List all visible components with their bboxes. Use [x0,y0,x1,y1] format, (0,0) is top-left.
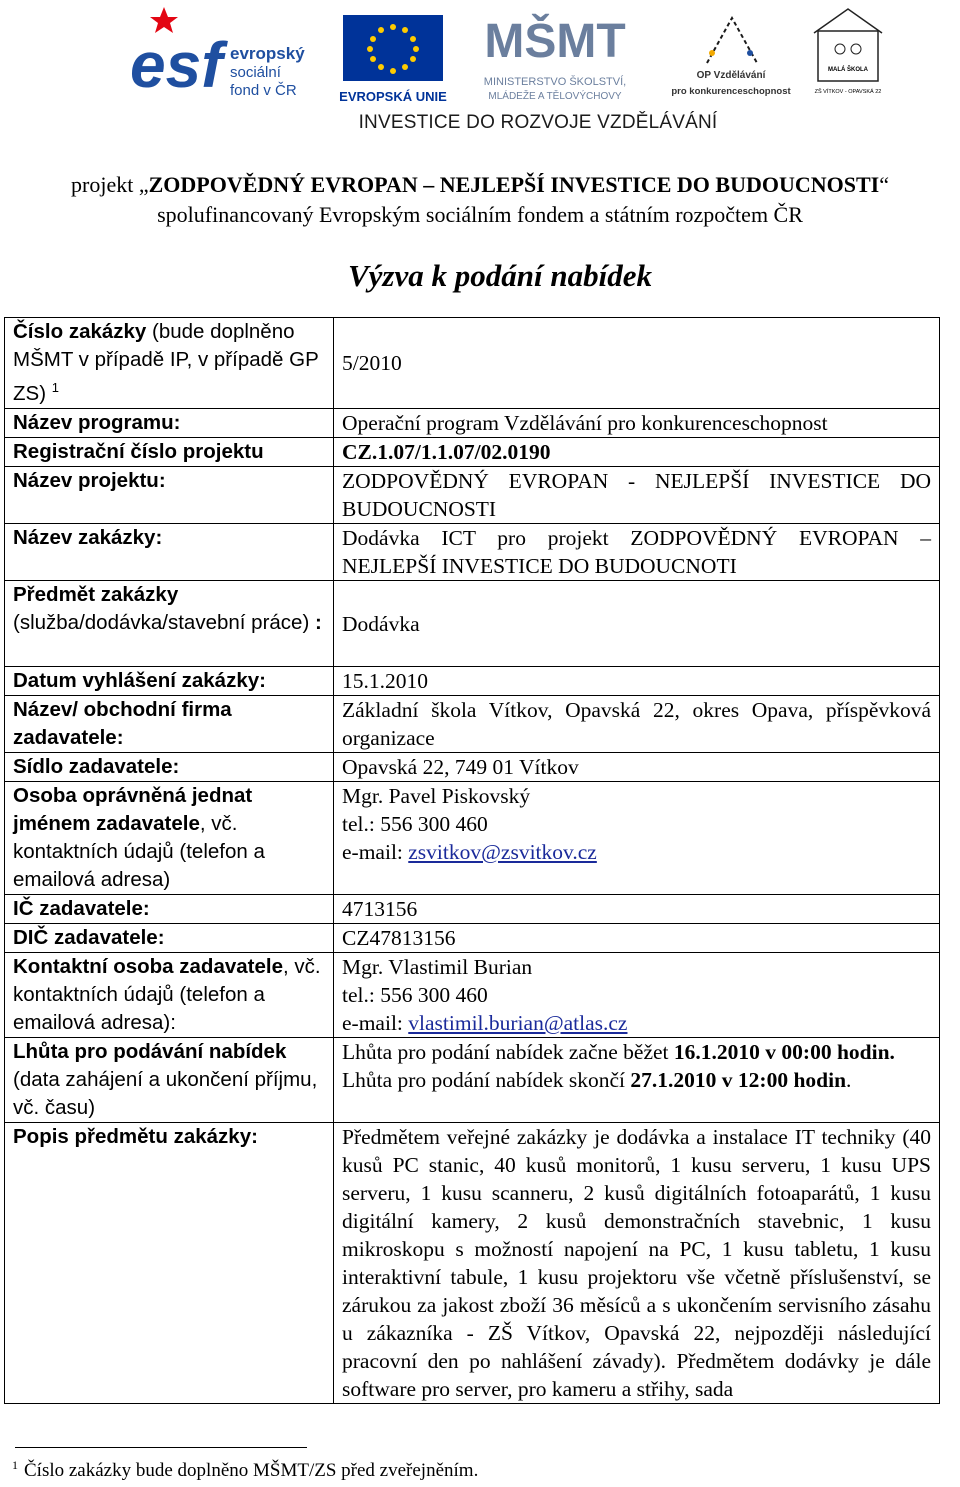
op-vk-logo [662,8,800,103]
row-dic: DIČ zadavatele: CZ47813156 [5,924,940,953]
row-reg: Registrační číslo projektu CZ.1.07/1.1.07/02.0190 [5,438,940,467]
school-logo [800,3,898,98]
eu-flag-logo [333,5,453,105]
row-popis: Popis předmětu zakázky: Předmětem veřejné zakázky je dodávka a instalace IT techniky (40 kusů PC stanic, 40 kusů monitorů, 1 kusu serveru, 1 kusu UPS serveru, 1 kusu scanneru, 2 kusů digitálních fotoaparátů, 1 kusu digitální kamery, 2 kusů demonstračních stavebnic, 1 kusu mikroskopu s možností napojení na PC, 1 kusu tabletu, 1 kusu interaktivní tabule, 1 kusu projektoru vše včetně příslušenství, se zárukou za jakost zboží 36 měsíců a s ukončením servisního zásahu u zákazníka - ZŠ Vítkov, Opavská 22, nejpozději následující pracovní den po nahlášení závady). Předmětem dodávky je dále software pro server, pro kameru a střihy, sada [5,1123,940,1404]
row-lhuta: Lhůta pro podávání nabídek (data zahájení a ukončení příjmu, vč. času) Lhůta pro podání nabídek začne běžet 16.1.2010 v 00:00 hodin. Lhůta pro podání nabídek skončí 27.1.2010 v 12:00 hodin. [5,1038,940,1123]
row-ic: IČ zadavatele: 4713156 [5,895,940,924]
svg-text:pro konkurenceschopnost: pro konkurenceschopnost [671,86,791,97]
cofinanced-line: spolufinancovaný Evropským sociálním fondem a státním rozpočtem ČR [157,202,803,227]
svg-text:MALÁ ŠKOLA: MALÁ ŠKOLA [828,67,868,73]
svg-text:EVROPSKÁ UNIE: EVROPSKÁ UNIE [339,89,447,104]
row-firma: Název/ obchodní firma zadavatele: Základní škola Vítkov, Opavská 22, okres Opava, příspěvková organizace [5,696,940,753]
tender-table [4,317,940,1404]
svg-text:evropský: evropský [230,44,305,63]
row-cislo: Číslo zakázky (bude doplněno MŠMT v případě IP, v případě GP ZS) $^1$ 5/2010 [5,318,940,409]
esf-logo [130,5,330,105]
email-link[interactable]: zsvitkov@zsvitkov.cz [408,840,597,864]
svg-text:fond v ČR: fond v ČR [230,82,297,99]
row-projekt: Název projektu: ZODPOVĚDNÝ EVROPAN - NEJLEPŠÍ INVESTICE DO BUDOUCNOSTI [5,467,940,524]
svg-text:OP Vzdělávání: OP Vzdělávání [696,70,766,81]
row-predmet: Předmět zakázky (služba/dodávka/stavební práce) : Dodávka [5,581,940,667]
footnote: $^1$ Číslo zakázky bude doplněno MŠMT/ZS před zveřejněním. [12,1458,479,1481]
row-kontakt: Kontaktní osoba zadavatele, vč. kontaktních údajů (telefon a emailová adresa): Mgr. Vlastimil Burian tel.: 556 300 460 e-mail: vlastimil.burian@atlas.cz [5,953,940,1038]
svg-text:MLÁDEŽE A TĚLOVÝCHOVY: MLÁDEŽE A TĚLOVÝCHOVY [488,91,622,102]
investice-banner: INVESTICE DO ROZVOJE VZDĚLÁVÁNÍ [358,112,718,133]
row-zakazka: Název zakázky: Dodávka ICT pro projekt ZODPOVĚDNÝ EVROPAN – NEJLEPŠÍ INVESTICE DO BUDOUCNOTI [5,524,940,581]
svg-text:ZŠ VÍTKOV - OPAVSKÁ 22: ZŠ VÍTKOV - OPAVSKÁ 22 [814,89,882,95]
row-sidlo: Sídlo zadavatele: Opavská 22, 749 01 Vítkov [5,753,940,782]
project-heading: projekt „ZODPOVĚDNÝ EVROPAN – NEJLEPŠÍ INVESTICE DO BUDOUCNOSTI“ [71,172,889,197]
email-link[interactable]: vlastimil.burian@atlas.cz [408,1011,628,1035]
svg-text:esf: esf [130,29,223,101]
svg-text:MŠMT: MŠMT [484,15,626,68]
svg-text:sociální: sociální [230,64,281,81]
row-datum: Datum vyhlášení zakázky: 15.1.2010 [5,667,940,696]
svg-text:MINISTERSTVO ŠKOLSTVÍ,: MINISTERSTVO ŠKOLSTVÍ, [483,76,627,88]
row-osoba: Osoba oprávněná jednat jménem zadavatele, vč. kontaktních údajů (telefon a emailová adresa) Mgr. Pavel Piskovský tel.: 556 300 460 e-mail: zsvitkov@zsvitkov.cz [5,782,940,895]
row-program: Název programu: Operační program Vzdělávání pro konkurenceschopnost [5,409,940,438]
page-title: Výzva k podání nabídek [348,258,652,293]
footnote-divider [15,1447,307,1448]
msmt-logo [460,5,660,105]
